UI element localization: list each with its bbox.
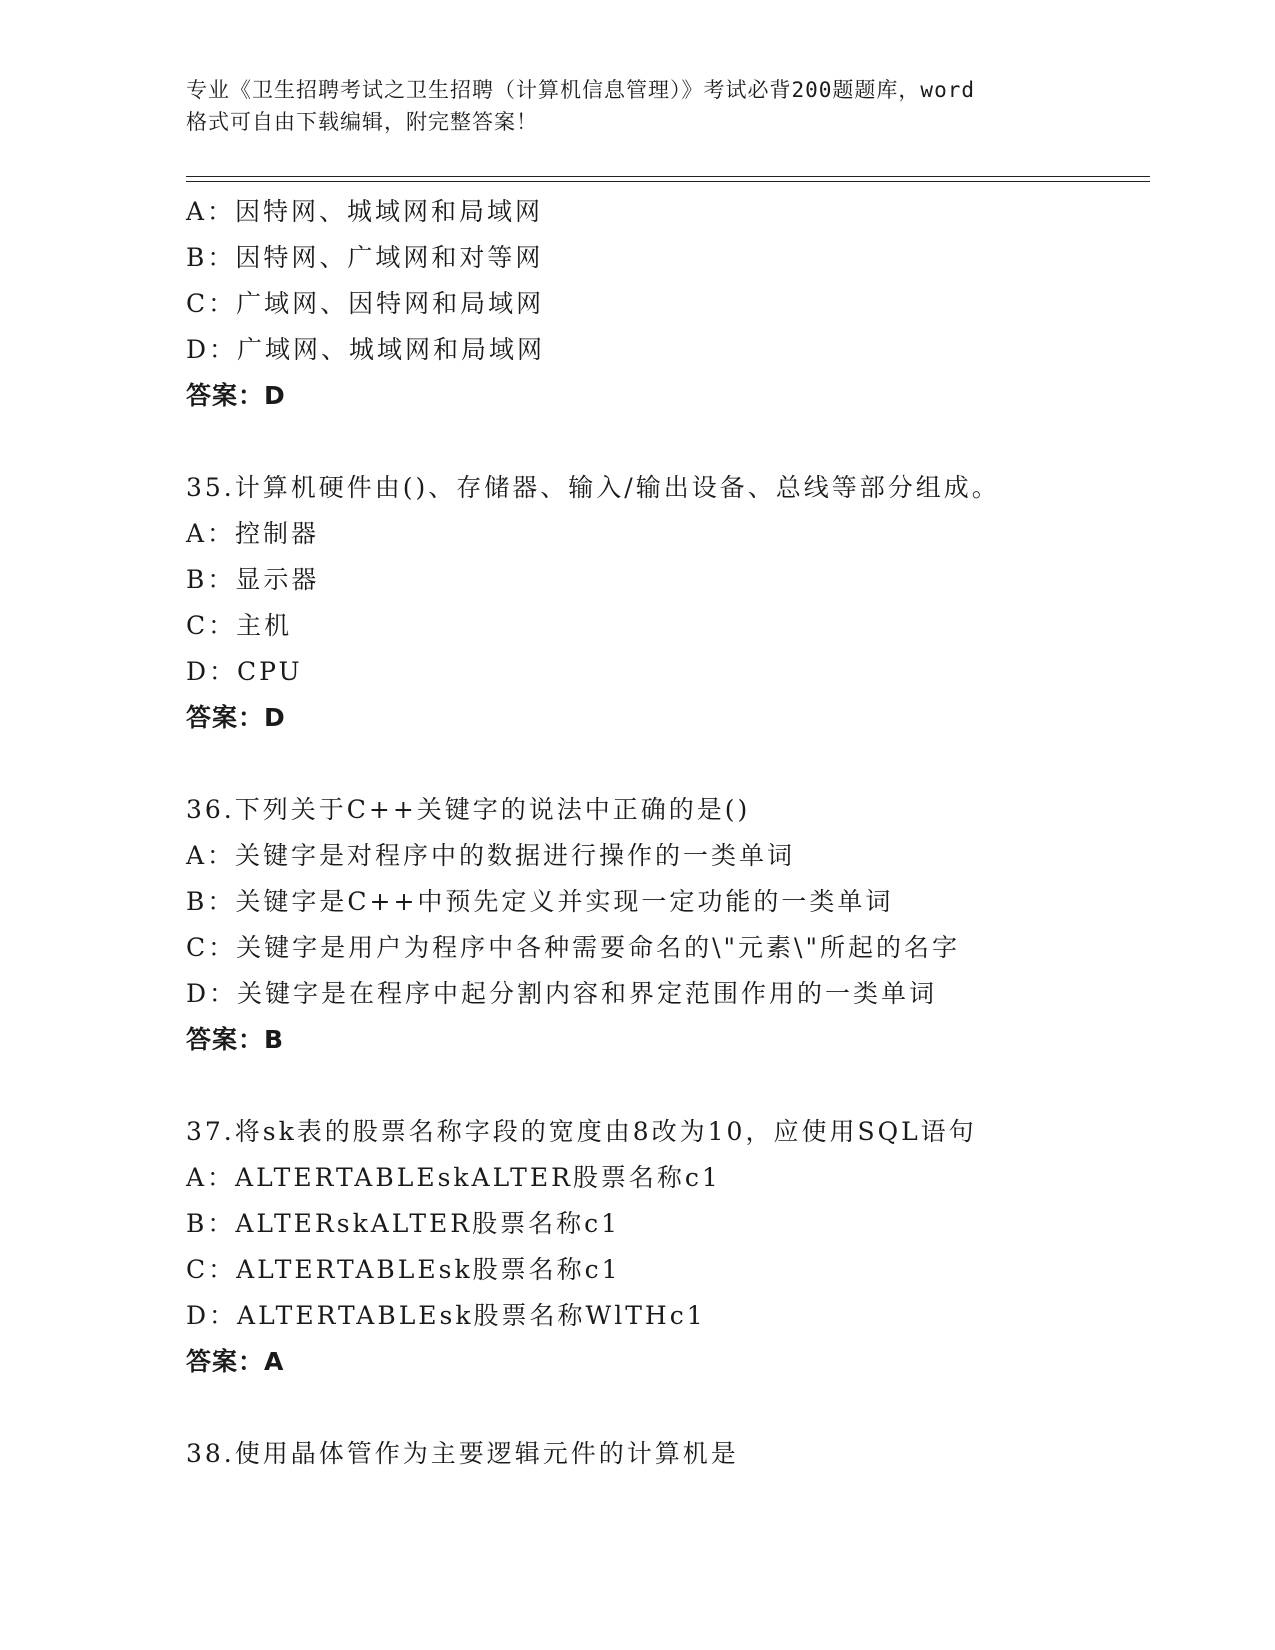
spacer: [186, 419, 1146, 465]
question-text: 37.将sk表的股票名称字段的宽度由8改为10，应使用SQL语句: [186, 1117, 977, 1146]
question-34-block: [186, 189, 1146, 419]
option-d: D：CPU: [186, 657, 303, 686]
question-36-block: [186, 787, 1146, 1063]
option-d: D：ALTERTABLEsk股票名称WlTHc1: [186, 1301, 706, 1330]
question-text: 35.计算机硬件由()、存储器、输入/输出设备、总线等部分组成。: [186, 473, 1000, 502]
question-37-block: [186, 1109, 1146, 1385]
question-38-block: [186, 1431, 1146, 1477]
option-a: A：ALTERTABLEskALTER股票名称c1: [186, 1163, 721, 1192]
option-b: B：显示器: [186, 565, 320, 594]
answer-line: 答案：D: [186, 381, 286, 410]
header-line-1: 专业《卫生招聘考试之卫生招聘（计算机信息管理）》考试必背200题题库，word: [186, 78, 975, 102]
option-c: C：关键字是用户为程序中各种需要命名的\"元素\"所起的名字: [186, 933, 960, 962]
option-a: A：关键字是对程序中的数据进行操作的一类单词: [186, 841, 796, 870]
document-header: [186, 74, 1086, 138]
option-d: D：关键字是在程序中起分割内容和界定范围作用的一类单词: [186, 979, 938, 1008]
option-d: D：广域网、城域网和局域网: [186, 335, 546, 364]
option-b: B：因特网、广域网和对等网: [186, 243, 544, 272]
option-a: A：控制器: [186, 519, 320, 548]
question-35-block: [186, 465, 1146, 741]
option-b: B：ALTERskALTER股票名称c1: [186, 1209, 620, 1238]
option-c: C：主机: [186, 611, 293, 640]
option-c: C：ALTERTABLEsk股票名称c1: [186, 1255, 621, 1284]
answer-line: 答案：A: [186, 1347, 285, 1376]
answer-line: 答案：B: [186, 1025, 285, 1054]
header-divider-top: [186, 176, 1150, 177]
spacer: [186, 1063, 1146, 1109]
answer-line: 答案：D: [186, 703, 286, 732]
option-a: A：因特网、城域网和局域网: [186, 197, 544, 226]
header-divider-bottom: [186, 181, 1150, 182]
option-b: B：关键字是C++中预先定义并实现一定功能的一类单词: [186, 887, 894, 916]
header-line-2: 格式可自由下载编辑，附完整答案！: [186, 110, 538, 134]
question-list: [186, 189, 1146, 1477]
question-text: 36.下列关于C++关键字的说法中正确的是(): [186, 795, 751, 824]
option-c: C：广域网、因特网和局域网: [186, 289, 545, 318]
spacer: [186, 1385, 1146, 1431]
question-text: 38.使用晶体管作为主要逻辑元件的计算机是: [186, 1439, 739, 1468]
spacer: [186, 741, 1146, 787]
